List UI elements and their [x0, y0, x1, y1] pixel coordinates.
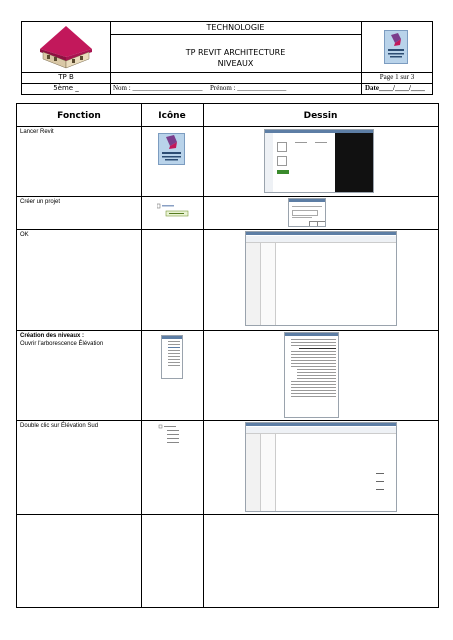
- revit-start-screen-image: [264, 129, 374, 193]
- revit-app-icon: [384, 30, 408, 64]
- row5-fonction: Double clic sur Élévation Sud: [20, 423, 99, 429]
- row-line-4: [17, 420, 438, 421]
- page-title-line1: TP REVIT ARCHITECTURE: [185, 48, 286, 57]
- row2-fonction: Créer un projet: [20, 199, 61, 205]
- class-level: 5ème _: [53, 84, 79, 92]
- row3-fonction: OK: [20, 232, 29, 238]
- header-icone: Icône: [158, 111, 186, 121]
- row4-fonction-sub: Ouvrir l'arborescence Élévation: [20, 341, 104, 347]
- class-tp: TP B: [58, 73, 74, 81]
- prenom-field: Prénom : ______________: [210, 84, 287, 92]
- row-line-3: [17, 330, 438, 331]
- col-divider-1: [141, 104, 142, 607]
- elevation-tree-expanded-image: [284, 332, 339, 418]
- new-project-dialog-image: [288, 198, 326, 227]
- instructions-table: [16, 103, 439, 608]
- row-line-2: [17, 229, 438, 230]
- row1-fonction: Lancer Revit: [20, 129, 54, 135]
- house-logo-icon: [34, 24, 98, 70]
- project-browser-tree-icon: [161, 335, 183, 379]
- header-box: [21, 21, 433, 95]
- elevation-list-icon: [158, 424, 188, 446]
- header-fonction: Fonction: [57, 111, 101, 121]
- row-line-5: [17, 514, 438, 515]
- tree-titlebar: [162, 336, 182, 339]
- nom-field: Nom : ____________________: [113, 84, 203, 92]
- row-line-header: [17, 126, 438, 127]
- row4-fonction-bold: Création des niveaux :: [20, 333, 85, 339]
- page-number: Page 1 sur 3: [379, 73, 415, 81]
- new-project-icon: [157, 202, 189, 216]
- row-line-1: [17, 196, 438, 197]
- header-dessin: Dessin: [303, 111, 338, 121]
- revit-launch-icon: [158, 133, 185, 165]
- technologie-label: TECHNOLOGIE: [206, 23, 265, 32]
- date-field: Date____/____/____: [365, 84, 425, 92]
- revit-main-window-image: [245, 231, 397, 326]
- page-title-line2: NIVEAUX: [217, 59, 254, 68]
- elevation-sud-view-image: [245, 422, 397, 512]
- header-line-top: [110, 34, 361, 35]
- col-divider-2: [203, 104, 204, 607]
